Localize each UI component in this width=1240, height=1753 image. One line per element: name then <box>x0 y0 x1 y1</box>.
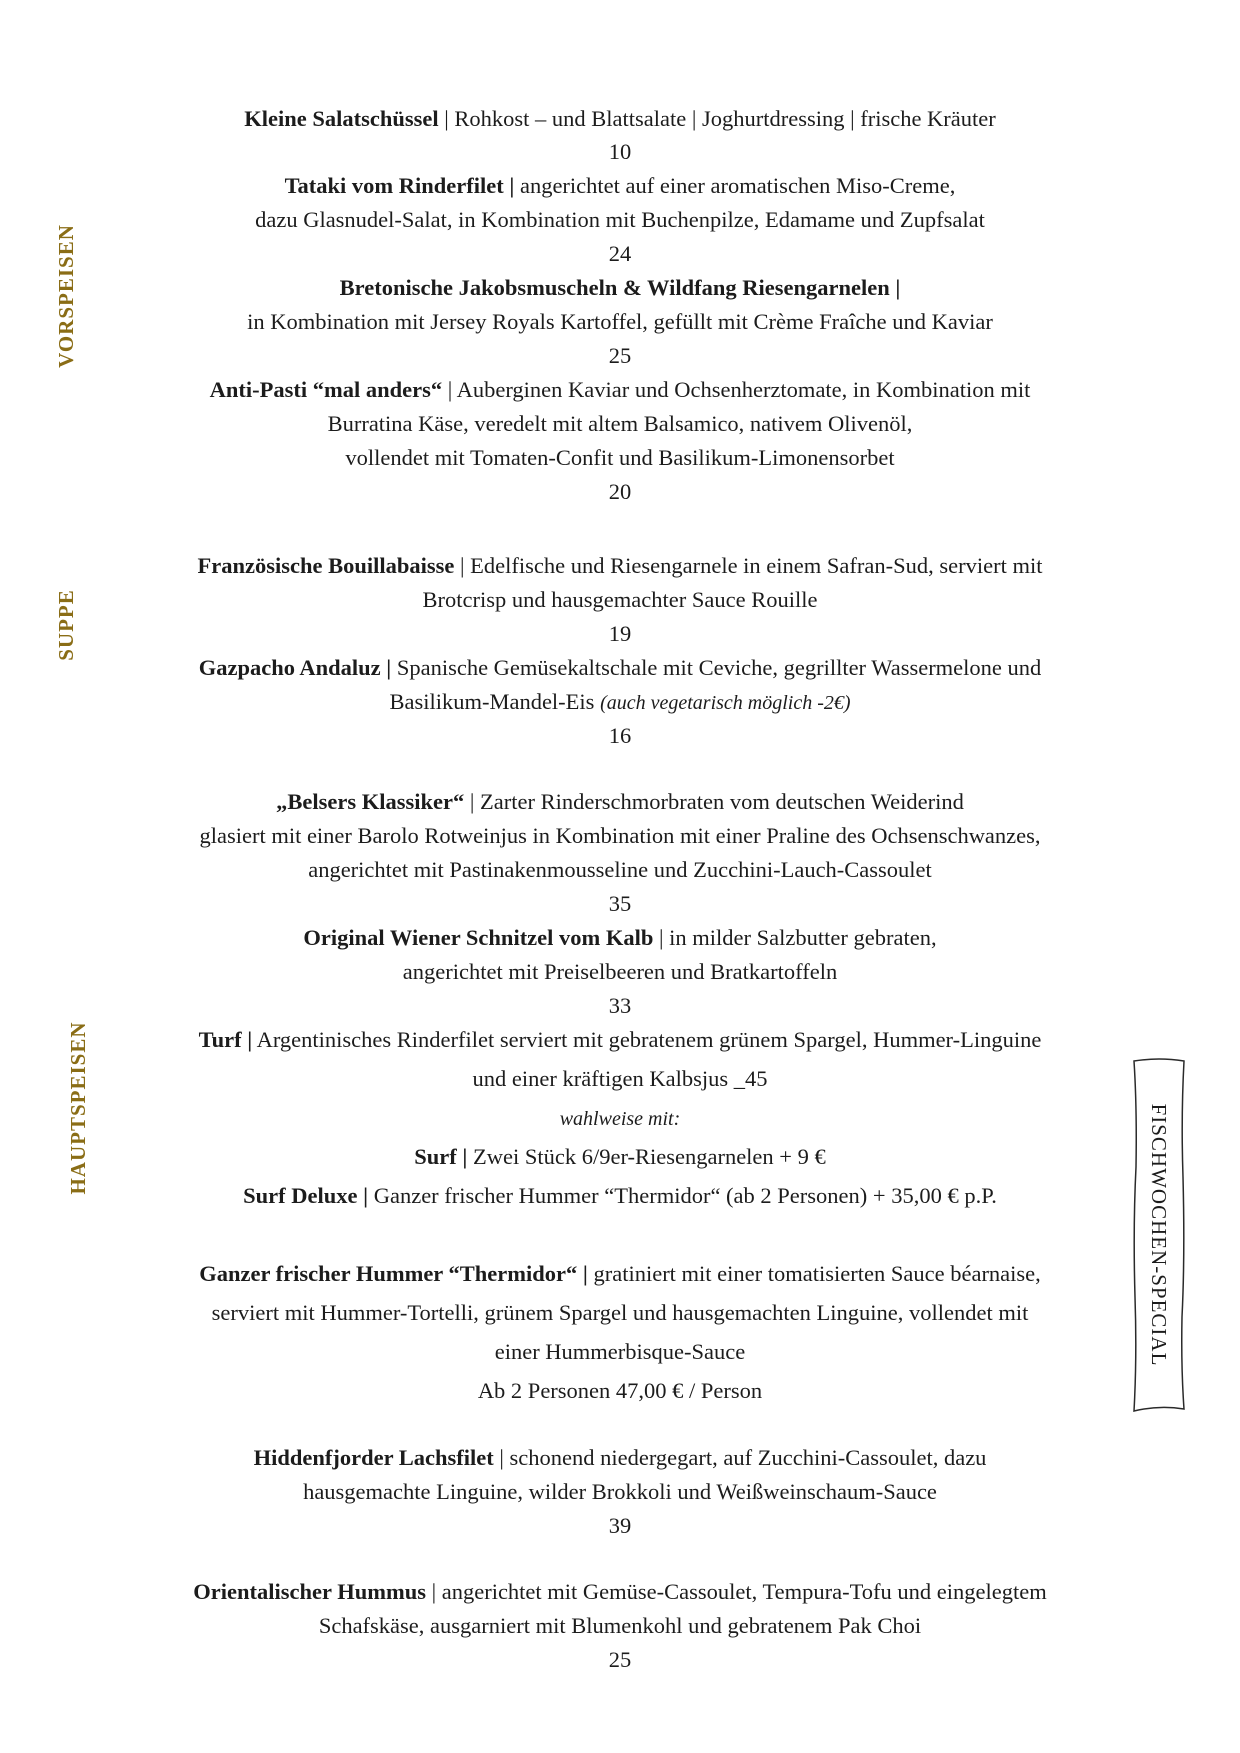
menu-line <box>0 409 1240 439</box>
menu-line <box>0 1064 1240 1094</box>
menu-line <box>0 653 1240 683</box>
menu-line <box>0 991 1240 1021</box>
dish-description: dazu Glasnudel-Salat, in Kombination mit Buchenpilze, Edamame und Zupfsalat <box>255 207 985 232</box>
dish-description: | in milder Salzbutter gebraten, <box>653 925 937 950</box>
dish-name: Surf | <box>414 1144 468 1169</box>
dish-description: hausgemachte Linguine, wilder Brokkoli und Weißweinschaum-Sauce <box>303 1479 937 1504</box>
dish-description: | schonend niedergegart, auf Zucchini-Cassoulet, dazu <box>493 1445 987 1470</box>
menu-line <box>0 923 1240 953</box>
special-banner-label: FISCHWOCHEN-SPECIAL <box>1147 1103 1171 1367</box>
menu-line <box>0 957 1240 987</box>
italic-note: (auch vegetarisch möglich -2€) <box>600 692 851 714</box>
dish-description: und einer kräftigen Kalbsjus _45 <box>472 1066 768 1091</box>
dish-description: Zwei Stück 6/9er-Riesengarnelen + 9 € <box>467 1144 826 1169</box>
section-label-suppe: SUPPE <box>54 589 78 661</box>
dish-price: 16 <box>608 723 632 748</box>
menu-line <box>0 341 1240 371</box>
menu-line <box>0 1337 1240 1367</box>
dish-description: | Rohkost – und Blattsalate | Joghurtdressing | frische Kräuter <box>438 106 996 131</box>
dish-price: 35 <box>608 891 632 916</box>
menu-line <box>0 171 1240 201</box>
dish-description: glasiert mit einer Barolo Rotweinjus in Kombination mit einer Praline des Ochsenschwanzes, <box>199 823 1041 848</box>
dish-description: serviert mit Hummer-Tortelli, grünem Spargel und hausgemachten Linguine, vollendet mit <box>211 1300 1029 1325</box>
dish-description: | Edelfische und Riesengarnele in einem Safran-Sud, serviert mit <box>454 553 1043 578</box>
dish-description: | angerichtet mit Gemüse-Cassoulet, Tempura-Tofu und eingelegtem <box>425 1579 1047 1604</box>
menu-line <box>0 1025 1240 1055</box>
dish-price: 19 <box>608 621 632 646</box>
dish-description: angerichtet mit Pastinakenmousseline und Zucchini-Lauch-Cassoulet <box>308 857 932 882</box>
dish-name: Original Wiener Schnitzel vom Kalb <box>303 925 654 950</box>
menu-line <box>0 477 1240 507</box>
dish-description: einer Hummerbisque-Sauce <box>494 1339 746 1364</box>
dish-description: angerichtet auf einer aromatischen Miso-Creme, <box>514 173 956 198</box>
dish-price: 33 <box>608 993 632 1018</box>
menu-line <box>0 787 1240 817</box>
dish-description: Ab 2 Personen 47,00 € / Person <box>477 1378 763 1403</box>
menu-line <box>0 1645 1240 1675</box>
section-label-hauptspeisen: HAUPTSPEISEN <box>66 1021 90 1195</box>
menu-line <box>0 551 1240 581</box>
menu-line <box>0 1611 1240 1641</box>
dish-name: Orientalischer Hummus <box>193 1579 426 1604</box>
menu-line <box>0 1259 1240 1289</box>
menu-line <box>0 1511 1240 1541</box>
dish-price: 20 <box>608 479 632 504</box>
menu-line <box>0 1443 1240 1473</box>
menu-line <box>0 137 1240 167</box>
menu-line <box>0 619 1240 649</box>
dish-price: 10 <box>608 139 632 164</box>
dish-description: Spanische Gemüsekaltschale mit Ceviche, gegrillter Wassermelone und <box>391 655 1042 680</box>
dish-description: in Kombination mit Jersey Royals Kartoffel, gefüllt mit Crème Fraîche und Kaviar <box>247 309 993 334</box>
dish-name: Tataki vom Rinderfilet | <box>284 173 515 198</box>
dish-name: „Belsers Klassiker“ <box>276 789 465 814</box>
menu-line <box>0 239 1240 269</box>
menu-line <box>0 1142 1240 1172</box>
dish-description: Burratina Käse, veredelt mit altem Balsamico, nativem Olivenöl, <box>327 411 913 436</box>
dish-description: angerichtet mit Preiselbeeren und Bratkartoffeln <box>402 959 838 984</box>
dish-name: Bretonische Jakobsmuscheln & Wildfang Riesengarnelen | <box>339 275 901 300</box>
menu-line <box>0 855 1240 885</box>
menu-line <box>0 585 1240 615</box>
menu-line <box>0 104 1240 134</box>
menu-line <box>0 375 1240 405</box>
menu-line <box>0 1477 1240 1507</box>
dish-name: Turf | <box>198 1027 253 1052</box>
menu-line <box>0 1103 1240 1134</box>
dish-name: Hiddenfjorder Lachsfilet <box>253 1445 494 1470</box>
dish-description: Brotcrisp und hausgemachter Sauce Rouille <box>422 587 818 612</box>
menu-line <box>0 889 1240 919</box>
dish-name: Surf Deluxe | <box>243 1183 369 1208</box>
dish-name: Französische Bouillabaisse <box>197 553 455 578</box>
dish-name: Gazpacho Andaluz | <box>198 655 392 680</box>
dish-description: Ganzer frischer Hummer “Thermidor“ (ab 2 Personen) + 35,00 € p.P. <box>368 1183 997 1208</box>
italic-note: wahlweise mit: <box>559 1108 681 1130</box>
dish-price: 24 <box>608 241 632 266</box>
dish-description: Argentinisches Rinderfilet serviert mit gebratenem grünem Spargel, Hummer-Linguine <box>252 1027 1042 1052</box>
menu-line <box>0 205 1240 235</box>
dish-name: Kleine Salatschüssel <box>244 106 439 131</box>
section-label-vorspeisen: VORSPEISEN <box>54 224 78 368</box>
menu-line <box>0 687 1240 718</box>
menu-line <box>0 443 1240 473</box>
dish-price: 25 <box>608 343 632 368</box>
dish-description: | Auberginen Kaviar und Ochsenherztomate, in Kombination mit <box>442 377 1031 402</box>
menu-line <box>0 1181 1240 1211</box>
menu-line <box>0 821 1240 851</box>
dish-description: Basilikum-Mandel-Eis <box>389 689 601 714</box>
menu-line <box>0 307 1240 337</box>
menu-line <box>0 721 1240 751</box>
dish-description: | Zarter Rinderschmorbraten vom deutschen Weiderind <box>464 789 964 814</box>
dish-name: Anti-Pasti “mal anders“ <box>209 377 443 402</box>
dish-description: gratiniert mit einer tomatisierten Sauce béarnaise, <box>587 1261 1041 1286</box>
menu-line <box>0 273 1240 303</box>
menu-line <box>0 1376 1240 1406</box>
dish-description: vollendet mit Tomaten-Confit und Basilikum-Limonensorbet <box>345 445 895 470</box>
dish-description: Schafskäse, ausgarniert mit Blumenkohl und gebratenem Pak Choi <box>318 1613 922 1638</box>
menu-line <box>0 1577 1240 1607</box>
dish-price: 25 <box>608 1647 632 1672</box>
menu-line <box>0 1298 1240 1328</box>
dish-name: Ganzer frischer Hummer “Thermidor“ | <box>199 1261 588 1286</box>
dish-price: 39 <box>608 1513 632 1538</box>
